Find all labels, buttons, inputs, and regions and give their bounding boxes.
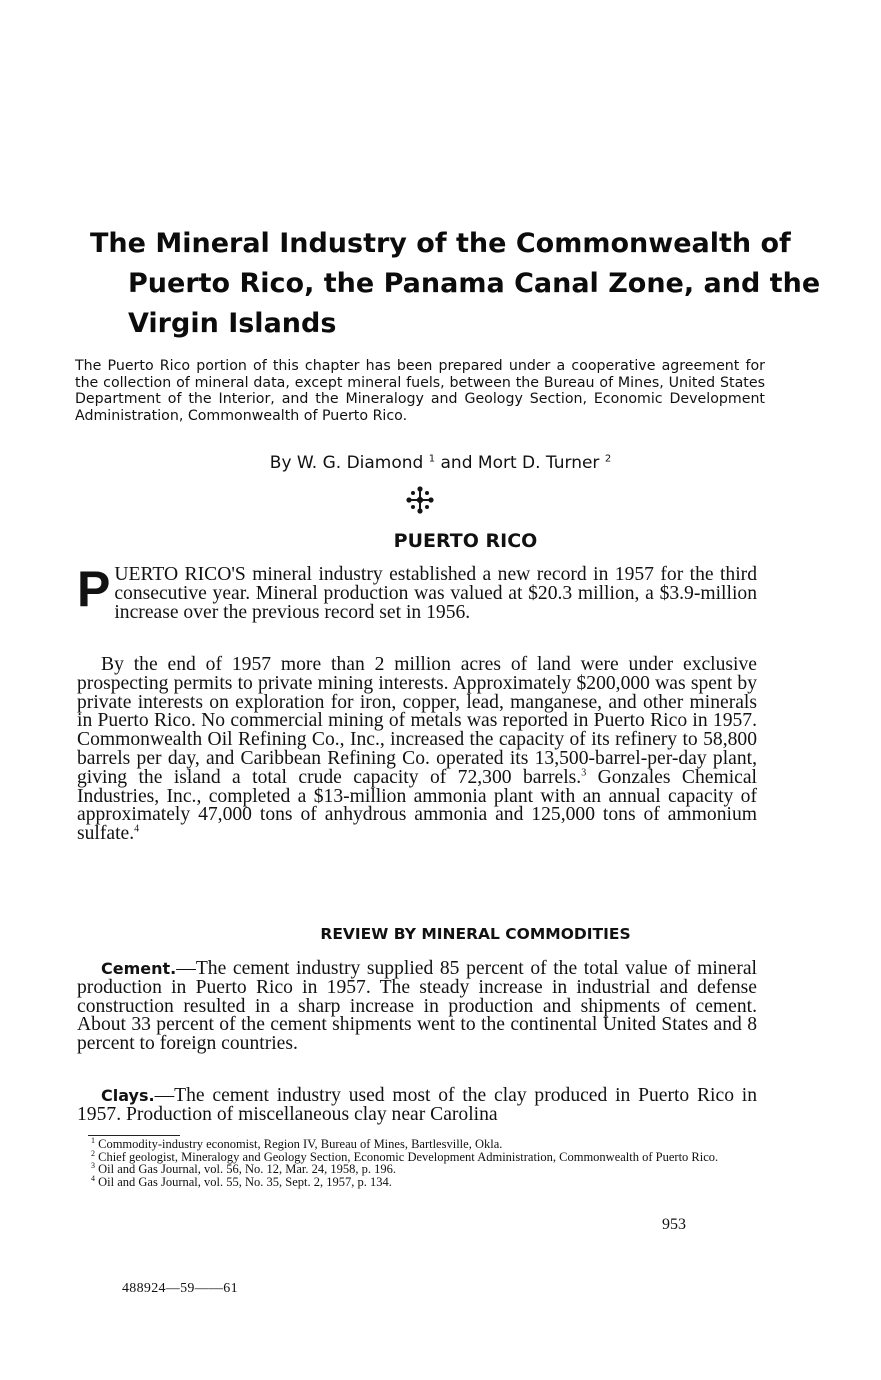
footnote-4	[77, 1173, 757, 1189]
footnote-text: Chief geologist, Mineralogy and Geology Section, Economic Development Administration, Commonwealth of Puerto Rico.	[98, 1149, 719, 1164]
paragraph-cement	[77, 960, 757, 1054]
paragraph-exploration	[77, 656, 757, 844]
byline-prefix: By W. G. Diamond	[269, 453, 424, 473]
section-heading-puerto-rico: PUERTO RICO	[393, 530, 538, 552]
footnote-mark: 1	[91, 1135, 95, 1145]
clays-text: —The cement industry used most of the clay produced in Puerto Rico in 1957. Production of miscellaneous clay near Carolina	[77, 1085, 757, 1125]
footnote-text: Oil and Gas Journal, vol. 55, No. 35, Sept. 2, 1957, p. 134.	[98, 1174, 392, 1189]
footnote-divider	[88, 1135, 180, 1136]
footnote-text: Oil and Gas Journal, vol. 56, No. 12, Mar. 24, 1958, p. 196.	[98, 1162, 397, 1177]
cooperative-agreement-note: The Puerto Rico portion of this chapter has been prepared under a cooperative agreement for the collection of mineral data, except mineral fuels, between the Bureau of Mines, United States Department of the Interior, and the Mineralogy and Geology Section, Economic Development Administration, Commonwealth of Puerto Rico.	[75, 358, 765, 424]
paragraph-overview-text: UERTO RICO'S mineral industry established a new record in 1957 for the third consecutive year. Mineral production was valued at $20.3 million, a $3.9-million increase over the previous record set in 1956.	[114, 564, 757, 623]
footnote-mark: 3	[91, 1161, 95, 1171]
cement-run-in-heading: Cement.	[101, 959, 177, 978]
footnote-mark: 2	[91, 1148, 95, 1158]
footnote-text: Commodity-industry economist, Region IV, Bureau of Mines, Bartlesville, Okla.	[98, 1137, 503, 1151]
chapter-title	[90, 228, 821, 350]
title-line-2: Puerto Rico, the Panama Canal Zone, and the	[128, 268, 821, 299]
printing-code: 488924—59——61	[122, 1281, 238, 1296]
section-heading-review: REVIEW BY MINERAL COMMODITIES	[320, 925, 631, 943]
page-number: 953	[662, 1216, 686, 1233]
footnote-ref-3: 3	[581, 767, 587, 779]
paragraph-exploration-text-a: By the end of 1957 more than 2 million acres of land were under exclusive prospecting permits to private mining interests. Approximately $200,000 was spent by private interests on exploration for iron, copper, lead, manganese, and other minerals in Puerto Rico. No commercial mining of metals was reported in Puerto Rico in 1957. Commonwealth Oil Refining Co., Inc., increased the capacity of its refinery to 58,800 barrels per day, and Caribbean Refining Co. operated its 13,500-barrel-per-day plant, giving the island a total crude capacity of 72,300 barrels.	[77, 654, 757, 788]
author-byline	[0, 453, 881, 473]
footnotes	[77, 1135, 757, 1189]
footnote-ref-4: 4	[134, 823, 140, 835]
fleuron-ornament-icon	[405, 485, 435, 515]
title-line-3: Virgin Islands	[128, 308, 337, 339]
footnote-mark: 4	[91, 1173, 95, 1183]
author1-note-mark: 1	[428, 453, 436, 465]
cement-text: —The cement industry supplied 85 percent of the total value of mineral production in Puerto Rico in 1957. The steady increase in industrial and defense construction resulted in a sharp increase in production and shipments of cement. About 33 percent of the cement shipments went to the continental United States and 8 percent to foreign countries.	[77, 958, 757, 1055]
clays-run-in-heading: Clays.	[101, 1086, 155, 1105]
title-line-1: The Mineral Industry of the Commonwealth of	[90, 228, 791, 259]
author2-note-mark: 2	[604, 453, 612, 465]
paragraph-overview	[77, 561, 757, 623]
drop-cap: P	[77, 561, 111, 617]
paragraph-exploration-text-b: Gonzales Chemical Industries, Inc., completed a $13-million ammonia plant with an annual capacity of approximately 47,000 tons of anhydrous ammonia and 125,000 tons of ammonium sulfate.	[77, 766, 757, 845]
paragraph-clays	[77, 1087, 757, 1125]
byline-connector: and Mort D. Turner	[440, 453, 600, 473]
